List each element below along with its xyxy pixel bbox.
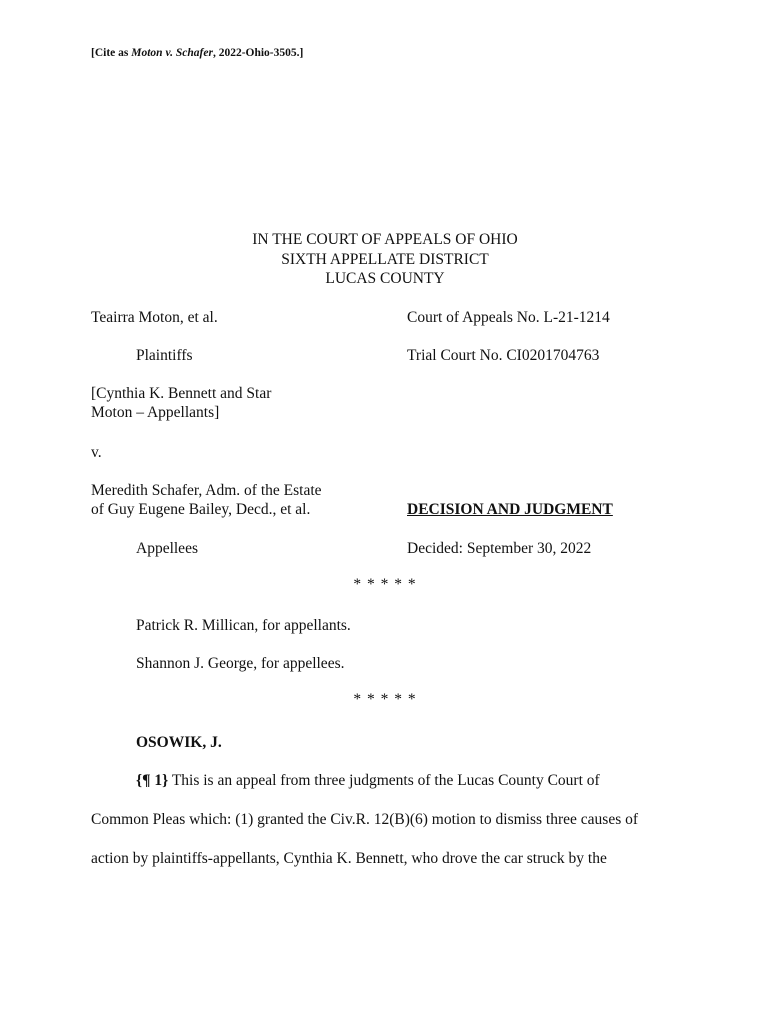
decision-title: DECISION AND JUDGMENT: [407, 501, 613, 518]
versus: v.: [91, 444, 102, 461]
citation-header: [91, 47, 303, 59]
court-name: IN THE COURT OF APPEALS OF OHIO: [252, 231, 518, 248]
counsel-appellees: Shannon J. George, for appellees.: [136, 655, 345, 672]
opinion-line-1-text: This is an appeal from three judgments of the Lucas County Court of: [168, 772, 600, 789]
plaintiff-name: Teairra Moton, et al.: [91, 309, 218, 326]
appellants-line-1: [Cynthia K. Bennett and Star: [91, 385, 272, 402]
separator-top: * * * * *: [353, 576, 417, 593]
court-header: [0, 230, 770, 289]
judge-name: OSOWIK, J.: [136, 734, 222, 751]
citation-suffix: , 2022-Ohio-3505.]: [212, 47, 304, 59]
defendant-line-2: of Guy Eugene Bailey, Decd., et al.: [91, 501, 311, 518]
citation-prefix: [Cite as: [91, 47, 132, 59]
plaintiff-role: Plaintiffs: [136, 347, 193, 364]
defendant-line-1: Meredith Schafer, Adm. of the Estate: [91, 482, 322, 499]
opinion-line-2: Common Pleas which: (1) granted the Civ.R. 12(B)(6) motion to dismiss three causes of: [91, 811, 639, 828]
counsel-appellants: Patrick R. Millican, for appellants.: [136, 617, 351, 634]
appeals-case-number: Court of Appeals No. L-21-1214: [407, 309, 610, 326]
appellants-line-2: Moton – Appellants]: [91, 404, 220, 421]
decided-date: Decided: September 30, 2022: [407, 540, 592, 557]
opinion-line-3: action by plaintiffs-appellants, Cynthia K. Bennett, who drove the car struck by the: [91, 850, 607, 867]
paragraph-marker: {¶ 1}: [136, 772, 169, 789]
opinion-line-1: [136, 771, 600, 791]
separator-bottom: * * * * *: [353, 691, 417, 708]
trial-court-number: Trial Court No. CI0201704763: [407, 347, 600, 364]
citation-case-name: Moton v. Schafer: [131, 47, 213, 59]
county-name: LUCAS COUNTY: [325, 270, 445, 287]
defendant-role: Appellees: [136, 540, 198, 557]
district-name: SIXTH APPELLATE DISTRICT: [281, 250, 489, 268]
